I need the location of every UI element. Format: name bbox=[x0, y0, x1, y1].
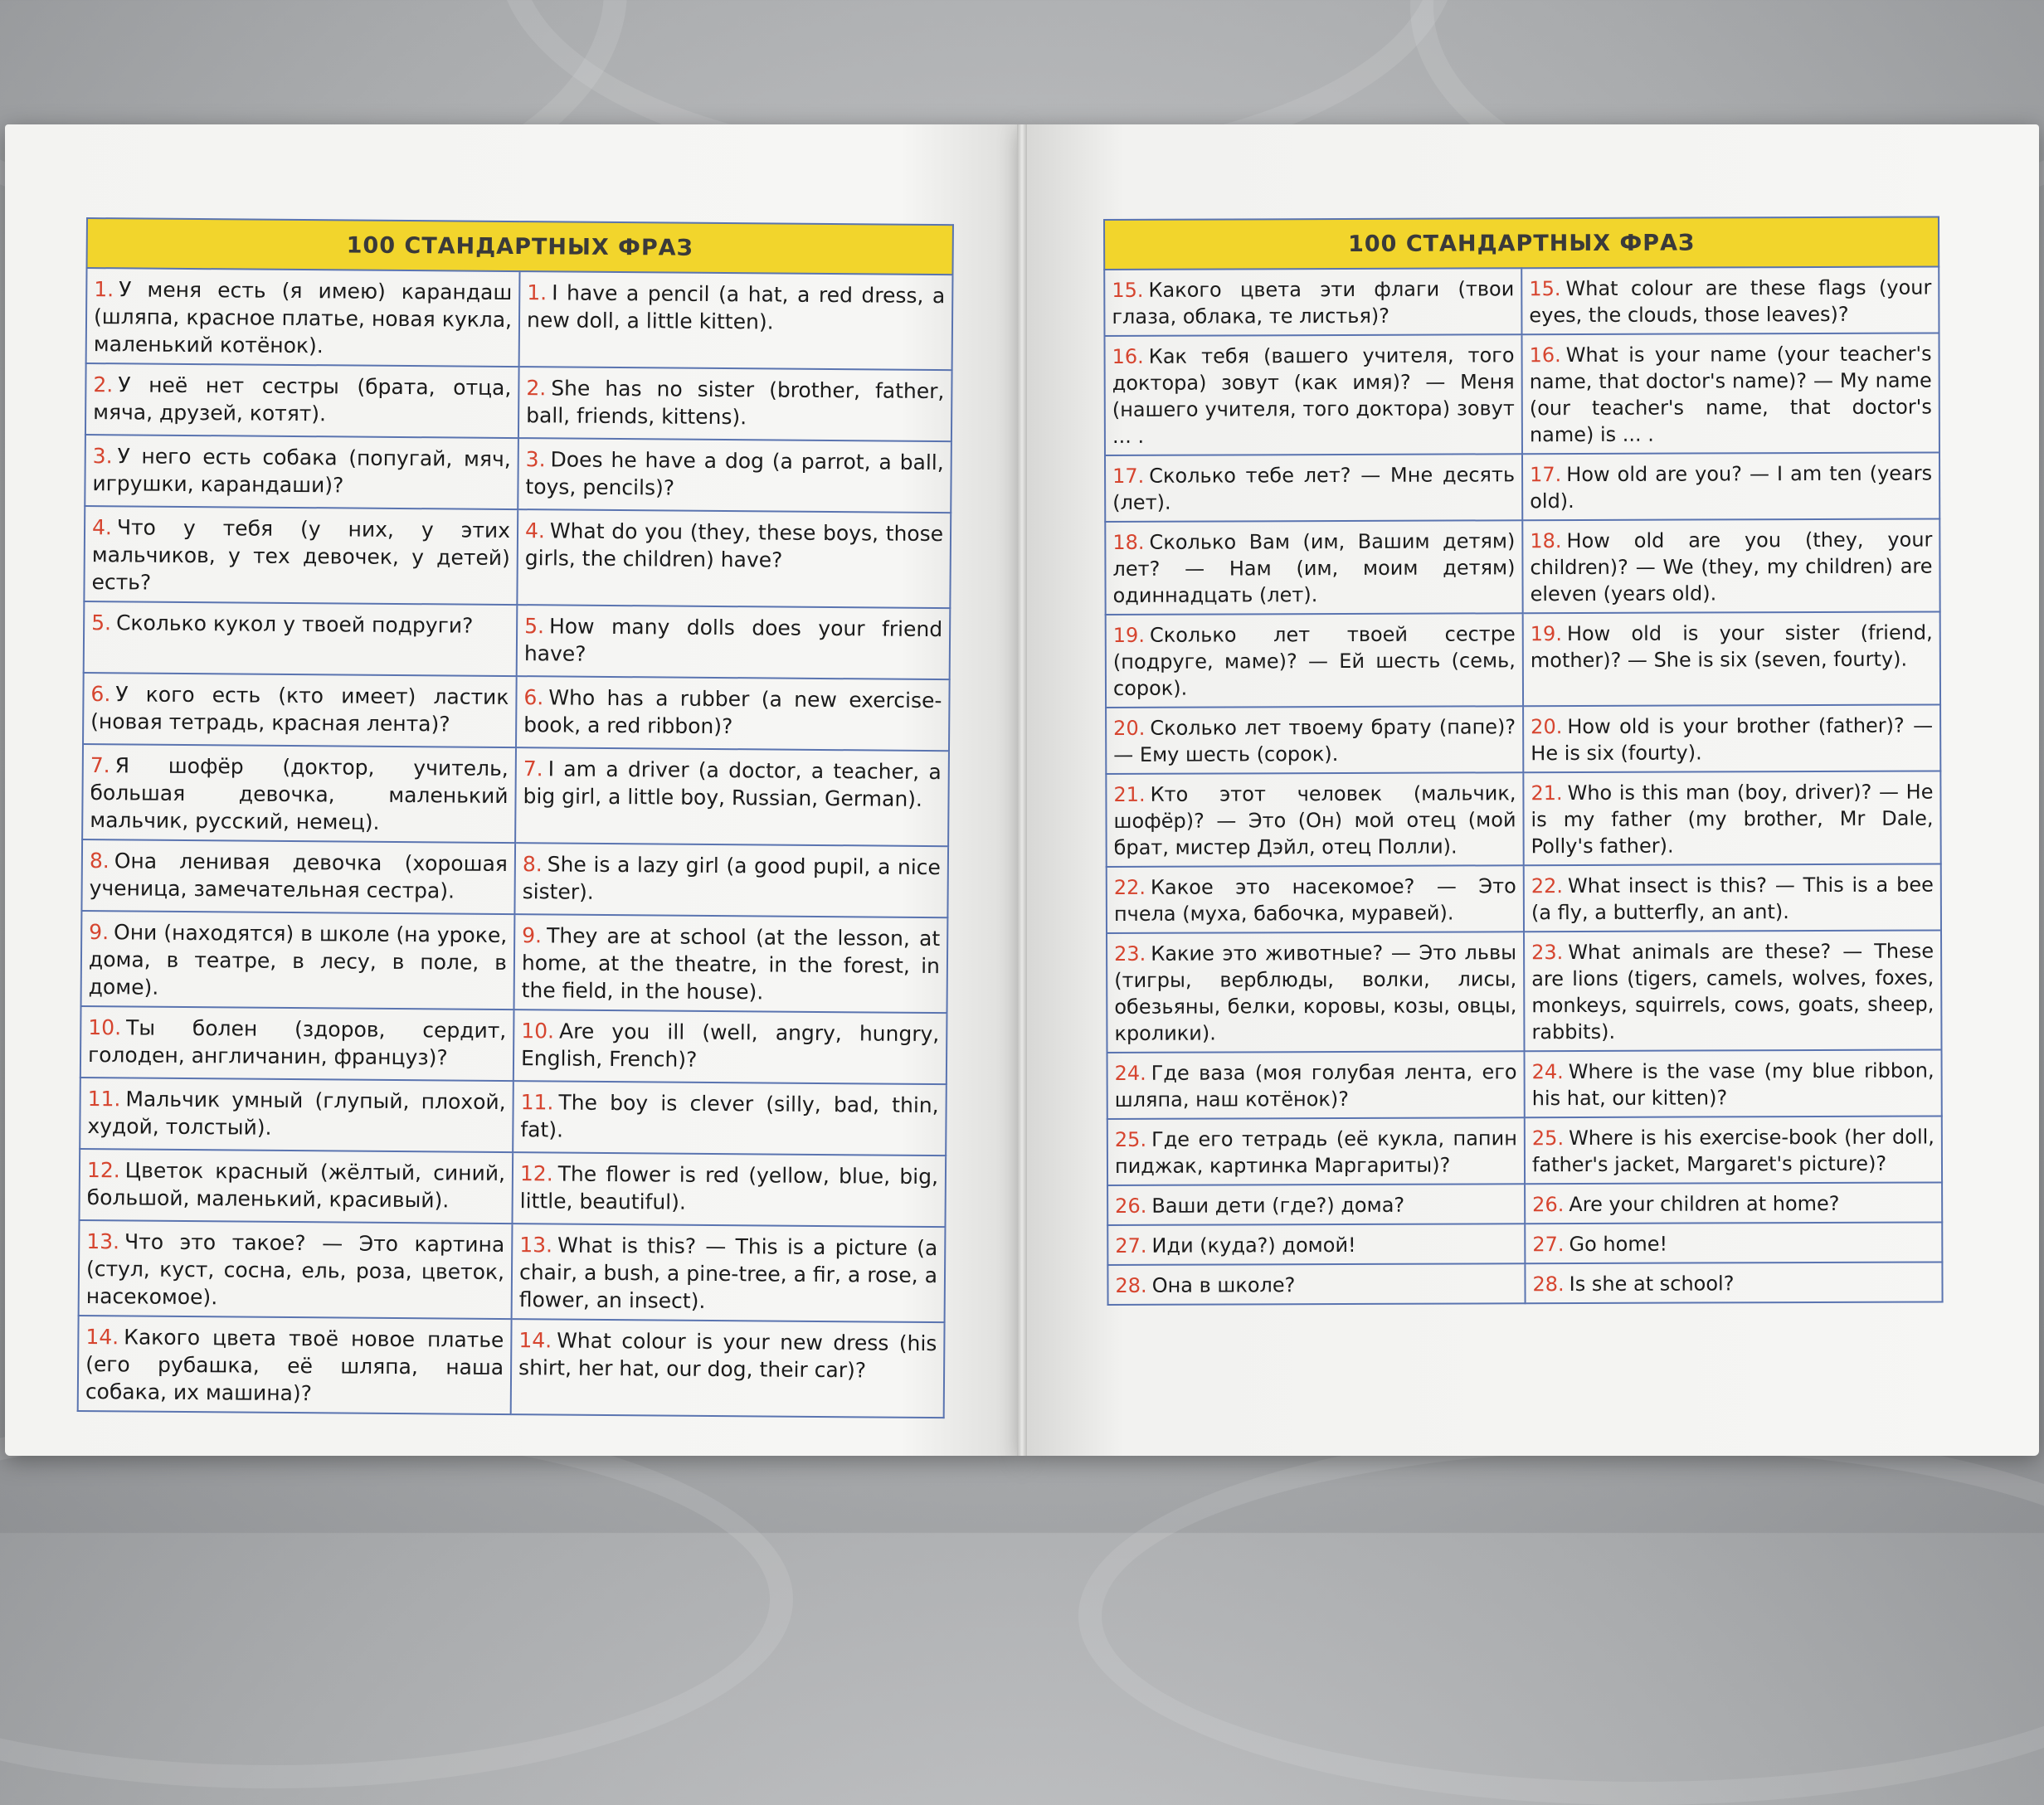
phrase-text: How old is your sister (friend, mother)? — She is six (seven, fourty). bbox=[1530, 620, 1933, 673]
russian-phrase-cell bbox=[81, 911, 515, 1010]
russian-phrase-cell bbox=[1107, 1051, 1525, 1119]
table-row bbox=[1105, 452, 1939, 522]
english-phrase-cell bbox=[516, 676, 950, 751]
table-row bbox=[83, 673, 950, 751]
table-header: 100 СТАНДАРТНЫХ ФРАЗ bbox=[87, 218, 953, 275]
english-phrase-cell bbox=[519, 271, 953, 370]
russian-phrase-cell bbox=[1107, 1224, 1525, 1265]
phrase-text: Сколько лет твоей сестре (подруге, маме)? — Ей шесть (семь, сорок). bbox=[1112, 622, 1516, 700]
phrase-text: Какого цвета твоё новое платье (его рубашка, её шляпа, наша собака, их машина)? bbox=[85, 1325, 504, 1406]
phrase-text: Ваши дети (где?) дома? bbox=[1151, 1193, 1405, 1218]
english-phrase-cell bbox=[1522, 518, 1939, 613]
russian-phrase-cell bbox=[1106, 706, 1523, 774]
table-row bbox=[1107, 1049, 1942, 1119]
phrase-number: 13. bbox=[86, 1229, 120, 1254]
phrase-text: Does he have a dog (a parrot, a ball, toys, pencils)? bbox=[525, 447, 944, 500]
table-row bbox=[1106, 704, 1940, 774]
english-phrase-cell bbox=[515, 747, 949, 846]
russian-phrase-cell bbox=[80, 1149, 513, 1224]
phrase-number: 9. bbox=[522, 923, 543, 948]
english-phrase-cell bbox=[512, 1152, 946, 1227]
phrase-number: 18. bbox=[1112, 530, 1145, 554]
russian-phrase-cell bbox=[83, 673, 517, 747]
table-row bbox=[85, 363, 952, 441]
phrase-text: What animals are these? — These are lions (tigers, camels, wolves, foxes, monkeys, squirrels, cows, goats, sheep, rabbits). bbox=[1531, 939, 1934, 1044]
english-phrase-cell bbox=[1523, 611, 1940, 706]
russian-phrase-cell bbox=[1104, 334, 1521, 455]
phrase-text: I am a driver (a doctor, a teacher, a big girl, a little boy, Russian, German). bbox=[523, 757, 942, 811]
phrase-number: 21. bbox=[1531, 781, 1563, 805]
phrase-number: 7. bbox=[90, 753, 110, 778]
table-row bbox=[1104, 333, 1939, 455]
phrase-number: 14. bbox=[85, 1325, 119, 1350]
phrase-number: 17. bbox=[1112, 464, 1145, 488]
russian-phrase-cell bbox=[84, 506, 518, 605]
phrase-number: 11. bbox=[520, 1090, 554, 1115]
phrase-text: Что это такое? — Это картина (стул, куст, сосна, ель, роза, цветок, насекомое). bbox=[85, 1229, 505, 1310]
english-phrase-cell bbox=[1522, 452, 1939, 520]
phrase-text: The boy is clever (silly, bad, thin, fat). bbox=[520, 1090, 939, 1142]
russian-phrase-cell bbox=[82, 744, 516, 843]
phrase-text: Какие это животные? — Это львы (тигры, верблюды, волки, лисы, обезьяны, белки, коровы, козы, овцы, кролики). bbox=[1114, 941, 1517, 1045]
table-row bbox=[80, 1006, 947, 1084]
phrase-text: Are your children at home? bbox=[1569, 1191, 1840, 1217]
english-phrase-cell bbox=[1525, 1116, 1942, 1184]
phrase-number: 1. bbox=[527, 280, 548, 305]
phrase-text: What do you (they, these boys, those girls, the children) have? bbox=[524, 518, 944, 572]
phrase-number: 28. bbox=[1115, 1273, 1147, 1297]
phrase-text: How old are you (they, your children)? — We (they, my children) are eleven (years old). bbox=[1530, 528, 1933, 606]
english-phrase-cell bbox=[1525, 1049, 1942, 1117]
phrase-text: How old are you? — I am ten (years old). bbox=[1530, 461, 1933, 513]
table-row bbox=[1107, 864, 1941, 933]
phrase-number: 17. bbox=[1530, 463, 1562, 487]
phrase-text: Я шофёр (доктор, учитель, большая девочка, маленький мальчик, русский, немец). bbox=[90, 753, 509, 834]
phrase-number: 8. bbox=[89, 849, 110, 873]
book-gutter bbox=[1017, 124, 1027, 1456]
russian-phrase-cell bbox=[1106, 772, 1523, 867]
phrase-text: Сколько кукол у твоей подруги? bbox=[115, 611, 474, 638]
phrase-text: Is she at school? bbox=[1569, 1272, 1735, 1297]
table-row bbox=[82, 744, 949, 846]
table-row bbox=[84, 601, 951, 679]
phrase-text: Кто этот человек (мальчик, шофёр)? — Это (Он) мой отец (мой брат, мистер Дэйл, отец Полли). bbox=[1113, 781, 1516, 859]
phrase-text: How many dolls does your friend have? bbox=[523, 614, 943, 666]
phrase-number: 20. bbox=[1113, 716, 1146, 740]
phrase-number: 10. bbox=[88, 1015, 122, 1040]
russian-phrase-cell bbox=[79, 1220, 513, 1319]
english-phrase-cell bbox=[1525, 1222, 1942, 1263]
russian-phrase-cell bbox=[85, 363, 519, 438]
phrase-number: 3. bbox=[525, 447, 546, 472]
phrase-number: 4. bbox=[524, 518, 546, 543]
table-row bbox=[78, 1316, 945, 1418]
table-row bbox=[79, 1220, 946, 1322]
phrase-number: 25. bbox=[1531, 1126, 1565, 1151]
phrase-number: 8. bbox=[522, 852, 543, 877]
russian-phrase-cell bbox=[1107, 1263, 1525, 1305]
english-phrase-cell bbox=[513, 1010, 947, 1084]
phrase-text: Are you ill (well, angry, hungry, English, French)? bbox=[520, 1019, 940, 1072]
phrase-number: 16. bbox=[1529, 343, 1561, 367]
english-phrase-cell bbox=[1523, 771, 1940, 865]
phrase-text: What is this? — This is a picture (a chair, a bush, a pine-tree, a fir, a rose, a flower, an insect). bbox=[518, 1233, 938, 1313]
russian-phrase-cell bbox=[1107, 865, 1524, 933]
russian-phrase-cell bbox=[1107, 1117, 1525, 1185]
phrase-text: Какого цвета эти флаги (твои глаза, облака, те листья)? bbox=[1112, 277, 1515, 328]
english-phrase-cell bbox=[513, 1081, 947, 1155]
phrase-number: 19. bbox=[1112, 623, 1145, 647]
phrase-number: 24. bbox=[1114, 1061, 1146, 1085]
phrase-text: Who is this man (boy, driver)? — He is my father (my brother, Mr Dale, Polly's father). bbox=[1531, 780, 1934, 859]
phrase-text: У кого есть (кто имеет) ластик (новая тетрадь, красная лента)? bbox=[90, 682, 509, 737]
phrase-number: 27. bbox=[1532, 1233, 1565, 1257]
english-phrase-cell bbox=[517, 605, 951, 679]
phrase-text: What insect is this? — This is a bee (a fly, a butterfly, an ant). bbox=[1531, 873, 1934, 925]
blanket-fold bbox=[0, 1410, 793, 1788]
phrase-number: 7. bbox=[523, 757, 543, 781]
table-row bbox=[1107, 1262, 1942, 1305]
english-phrase-cell bbox=[1524, 930, 1942, 1051]
phrase-text: She is a lazy girl (a good pupil, a nice sister). bbox=[522, 852, 942, 904]
table-row bbox=[1106, 611, 1940, 708]
phrase-number: 22. bbox=[1531, 874, 1564, 898]
phrase-number: 5. bbox=[91, 611, 112, 635]
english-phrase-cell bbox=[1521, 266, 1939, 334]
phrase-number: 24. bbox=[1531, 1060, 1564, 1084]
phrase-text: Как тебя (вашего учителя, того доктора) зовут (как имя)? — Меня (нашего учителя, того доктора) зовут ... . bbox=[1112, 343, 1515, 448]
phrase-text: Она ленивая девочка (хорошая ученица, замечательная сестра). bbox=[89, 849, 509, 903]
phrase-text: Какое это насекомое? — Это пчела (муха, бабочка, муравей). bbox=[1113, 874, 1516, 926]
phrase-text: I have a pencil (a hat, a red dress, a new doll, a little kitten). bbox=[526, 280, 946, 334]
russian-phrase-cell bbox=[78, 1316, 512, 1414]
phrase-number: 9. bbox=[89, 920, 110, 945]
phrase-text: У него есть собака (попугай, мяч, игрушки, карандаши)? bbox=[92, 444, 511, 498]
phrase-number: 11. bbox=[87, 1087, 121, 1112]
phrase-text: What colour is your new dress (his shirt, her hat, our dog, their car)? bbox=[518, 1328, 937, 1383]
phrase-number: 23. bbox=[1531, 941, 1564, 965]
phrase-text: Она в школе? bbox=[1151, 1273, 1296, 1297]
phrase-number: 15. bbox=[1529, 277, 1561, 301]
russian-phrase-cell bbox=[1107, 932, 1524, 1053]
phrase-text: How old is your brother (father)? — He is six (fourty). bbox=[1531, 713, 1934, 766]
phrases-table-right bbox=[1103, 216, 1944, 1306]
phrase-text: They are at school (at the lesson, at home, at the theatre, in the forest, in the field, in the house). bbox=[521, 923, 941, 1005]
table-row bbox=[1106, 771, 1940, 867]
english-phrase-cell bbox=[518, 438, 951, 513]
phrase-number: 6. bbox=[523, 685, 544, 710]
english-phrase-cell bbox=[512, 1224, 946, 1322]
phrase-text: Ты болен (здоров, сердит, голоден, англичанин, француз)? bbox=[87, 1015, 507, 1070]
phrase-text: Where is his exercise-book (her doll, father's jacket, Margaret's picture)? bbox=[1531, 1125, 1934, 1177]
table-row bbox=[1107, 1222, 1942, 1265]
phrase-text: What is your name (your teacher's name, that doctor's name)? — My name (our teacher's name, that doctor's name) is ... . bbox=[1529, 342, 1932, 447]
phrase-number: 19. bbox=[1530, 622, 1562, 646]
russian-phrase-cell bbox=[1105, 454, 1522, 522]
english-phrase-cell bbox=[1525, 1182, 1942, 1224]
russian-phrase-cell bbox=[1105, 520, 1522, 615]
phrase-number: 12. bbox=[86, 1158, 120, 1183]
phrase-text: Они (находятся) в школе (на уроке, дома, в театре, в лесу, в поле, в доме). bbox=[88, 920, 508, 1000]
table-row bbox=[1107, 930, 1942, 1053]
table-row bbox=[80, 1078, 947, 1155]
phrase-number: 23. bbox=[1114, 941, 1146, 966]
phrase-number: 13. bbox=[519, 1233, 553, 1258]
phrase-number: 6. bbox=[90, 682, 111, 707]
english-phrase-cell bbox=[518, 367, 952, 441]
phrase-text: У неё нет сестры (брата, отца, мяча, друзей, котят). bbox=[93, 372, 512, 426]
phrase-text: У меня есть (я имею) карандаш (шляпа, красное платье, новая кукла, маленький котёнок). bbox=[93, 277, 513, 358]
russian-phrase-cell bbox=[85, 435, 518, 509]
phrase-number: 2. bbox=[526, 376, 547, 401]
phrase-number: 16. bbox=[1112, 344, 1144, 368]
phrase-number: 3. bbox=[92, 444, 113, 469]
russian-phrase-cell bbox=[1104, 268, 1521, 336]
english-phrase-cell bbox=[514, 914, 948, 1013]
table-row bbox=[81, 911, 948, 1013]
phrase-number: 4. bbox=[91, 515, 113, 540]
phrase-number: 27. bbox=[1115, 1233, 1147, 1258]
phrase-number: 14. bbox=[518, 1328, 552, 1353]
phrase-number: 22. bbox=[1113, 875, 1146, 899]
phrase-number: 5. bbox=[524, 614, 545, 639]
phrase-number: 26. bbox=[1115, 1194, 1147, 1218]
russian-phrase-cell bbox=[1106, 613, 1523, 708]
english-phrase-cell bbox=[511, 1319, 945, 1418]
phrase-text: Сколько тебе лет? — Мне десять (лет). bbox=[1112, 463, 1516, 514]
english-phrase-cell bbox=[1523, 704, 1940, 772]
russian-phrase-cell bbox=[80, 1006, 514, 1081]
phrase-text: Who has a rubber (a new exercise-book, a red ribbon)? bbox=[523, 685, 942, 739]
phrase-text: Go home! bbox=[1569, 1232, 1668, 1257]
phrase-text: Иди (куда?) домой! bbox=[1151, 1233, 1356, 1258]
english-phrase-cell bbox=[1521, 333, 1939, 454]
phrase-text: The flower is red (yellow, blue, big, little, beautiful). bbox=[519, 1161, 939, 1214]
english-phrase-cell bbox=[1525, 1262, 1942, 1303]
phrase-text: Сколько Вам (им, Вашим детям) лет? — Нам (им, моим детям) одиннадцать (лет). bbox=[1112, 529, 1516, 607]
phrase-text: What colour are these flags (your eyes, the clouds, those leaves)? bbox=[1529, 275, 1932, 328]
phrase-number: 28. bbox=[1532, 1272, 1565, 1297]
english-phrase-cell bbox=[1524, 864, 1941, 932]
table-row bbox=[81, 839, 948, 917]
phrase-text: Что у тебя (у них, у этих мальчиков, у тех девочек, у детей) есть? bbox=[91, 515, 511, 595]
table-row bbox=[1107, 1116, 1942, 1185]
phrase-number: 18. bbox=[1530, 529, 1562, 553]
phrase-number: 26. bbox=[1532, 1193, 1565, 1217]
table-row bbox=[1107, 1182, 1942, 1225]
russian-phrase-cell bbox=[84, 601, 518, 676]
phrase-number: 15. bbox=[1112, 278, 1144, 302]
phrase-text: She has no sister (brother, father, ball, friends, kittens). bbox=[526, 376, 945, 430]
english-phrase-cell bbox=[517, 509, 951, 608]
russian-phrase-cell bbox=[1107, 1184, 1525, 1225]
table-header: 100 СТАНДАРТНЫХ ФРАЗ bbox=[1104, 217, 1939, 270]
phrase-text: Где ваза (моя голубая лента, его шляпа, наш котёнок)? bbox=[1114, 1060, 1517, 1112]
blanket-fold bbox=[1078, 1427, 2044, 1805]
russian-phrase-cell bbox=[80, 1078, 513, 1152]
russian-phrase-cell bbox=[81, 839, 515, 914]
phrase-text: Цветок красный (жёлтый, синий, большой, маленький, красивый). bbox=[86, 1158, 506, 1213]
phrase-number: 21. bbox=[1113, 782, 1146, 806]
russian-phrase-cell bbox=[86, 268, 520, 367]
table-row bbox=[84, 506, 951, 608]
phrases-table-left bbox=[77, 217, 954, 1418]
phrase-number: 1. bbox=[94, 277, 114, 302]
phrase-number: 12. bbox=[519, 1161, 553, 1186]
phrase-text: Сколько лет твоему брату (папе)? — Ему шесть (сорок). bbox=[1113, 715, 1516, 766]
phrase-text: Где его тетрадь (её кукла, папин пиджак, картинка Маргариты)? bbox=[1114, 1126, 1517, 1178]
english-phrase-cell bbox=[514, 843, 948, 917]
phrase-number: 2. bbox=[93, 372, 114, 397]
phrase-number: 10. bbox=[521, 1019, 555, 1044]
phrase-text: Where is the vase (my blue ribbon, his hat, our kitten)? bbox=[1531, 1058, 1934, 1111]
table-row bbox=[86, 268, 953, 370]
table-row bbox=[1104, 266, 1939, 336]
table-row bbox=[80, 1149, 947, 1227]
table-row bbox=[85, 435, 951, 513]
phrase-text: Мальчик умный (глупый, плохой, худой, толстый). bbox=[87, 1087, 506, 1140]
phrase-number: 20. bbox=[1531, 715, 1563, 739]
table-row bbox=[1105, 518, 1939, 615]
phrase-number: 25. bbox=[1114, 1127, 1147, 1151]
